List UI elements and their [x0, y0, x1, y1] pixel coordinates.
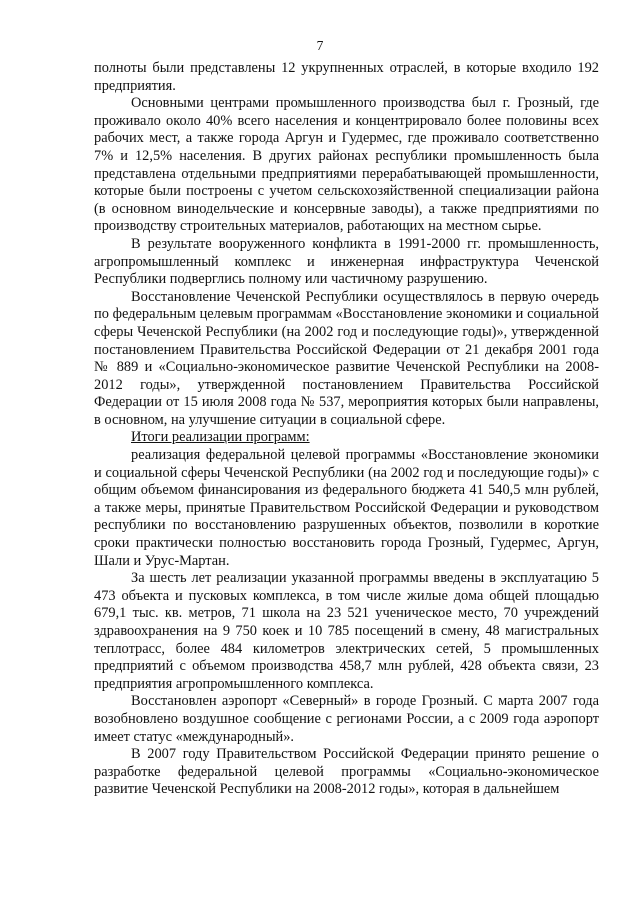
paragraph-industrial-centers: Основными центрами промышленного производства был г. Грозный, где проживало около 40% всего населения и концентрировало более половины всех рабочих мест, а также города Аргун и Гудермес, где проживало соответственно 7% и 12,5% населения. В других районах республики промышленность была представлена отдельными предприятиями перерабатывающей промышленности, которые были построены с учетом сельскохозяйственной специализации района (в основном винодельческие и консервные заводы), а также предприятиями по производству строительных материалов, работающих на местном сырье.	[94, 95, 599, 235]
page-number: 7	[316, 38, 324, 53]
paragraph-airport: Восстановлен аэропорт «Северный» в городе Грозный. С марта 2007 года возобновлено воздушное сообщение с регионами России, а с 2009 года аэропорт имеет статус «международный».	[94, 693, 599, 745]
document-body	[94, 60, 599, 799]
paragraph-program-results: реализация федеральной целевой программы «Восстановление экономики и социальной сферы Чеченской Республики (на 2002 год и последующие годы)» с общим объемом финансирования из федерального бюджета 41 540,5 млн рублей, а также меры, принятые Правительством Российской Федерации и руководством республики по восстановлению разрушенных объектов, позволили в короткие сроки практически полностью восстановить города Грозный, Гудермес, Аргун, Шали и Урус-Мартан.	[94, 447, 599, 569]
paragraph-restoration-programs: Восстановление Чеченской Республики осуществлялось в первую очередь по федеральным целевым программам «Восстановление экономики и социальной сферы Чеченской Республики (на 2002 год и последующие годы)», утвержденной постановлением Правительства Российской Федерации от 21 декабря 2001 года № 889 и «Социально-экономическое развитие Чеченской Республики на 2008-2012 годы», утвержденной постановлением Правительства Российской Федерации от 15 июля 2008 года № 537, мероприятия которых были направлены, в основном, на улучшение ситуации в социальной сфере.	[94, 288, 599, 428]
section-heading-text: Итоги реализации программ:	[131, 429, 310, 446]
paragraph-six-years: За шесть лет реализации указанной программы введены в эксплуатацию 5 473 объекта и пусковых комплекса, в том числе жилые дома общей площадью 679,1 тыс. кв. метров, 71 школа на 23 521 ученическое место, 70 учреждений здравоохранения на 9 750 коек и 10 785 посещений в смену, 48 магистральных теплотрасс, более 484 километров электрических сетей, 5 промышленных предприятий с объемом производства 458,7 млн рублей, 428 объекта связи, 23 предприятия агропромышленного комплекса.	[94, 570, 599, 692]
paragraph-2007-decision: В 2007 году Правительством Российской Федерации принято решение о разработке федеральной целевой программы «Социально-экономическое развитие Чеченской Республики на 2008-2012 годы», которая в дальнейшем	[94, 746, 599, 798]
paragraph-continuation: полноты были представлены 12 укрупненных отраслей, в которые входило 192 предприятия.	[94, 60, 599, 94]
section-heading	[94, 429, 599, 447]
paragraph-armed-conflict: В результате вооруженного конфликта в 1991-2000 гг. промышленность, агропромышленный комплекс и инженерная инфраструктура Чеченской Республики подверглись полному или частичному разрушению.	[94, 235, 599, 288]
